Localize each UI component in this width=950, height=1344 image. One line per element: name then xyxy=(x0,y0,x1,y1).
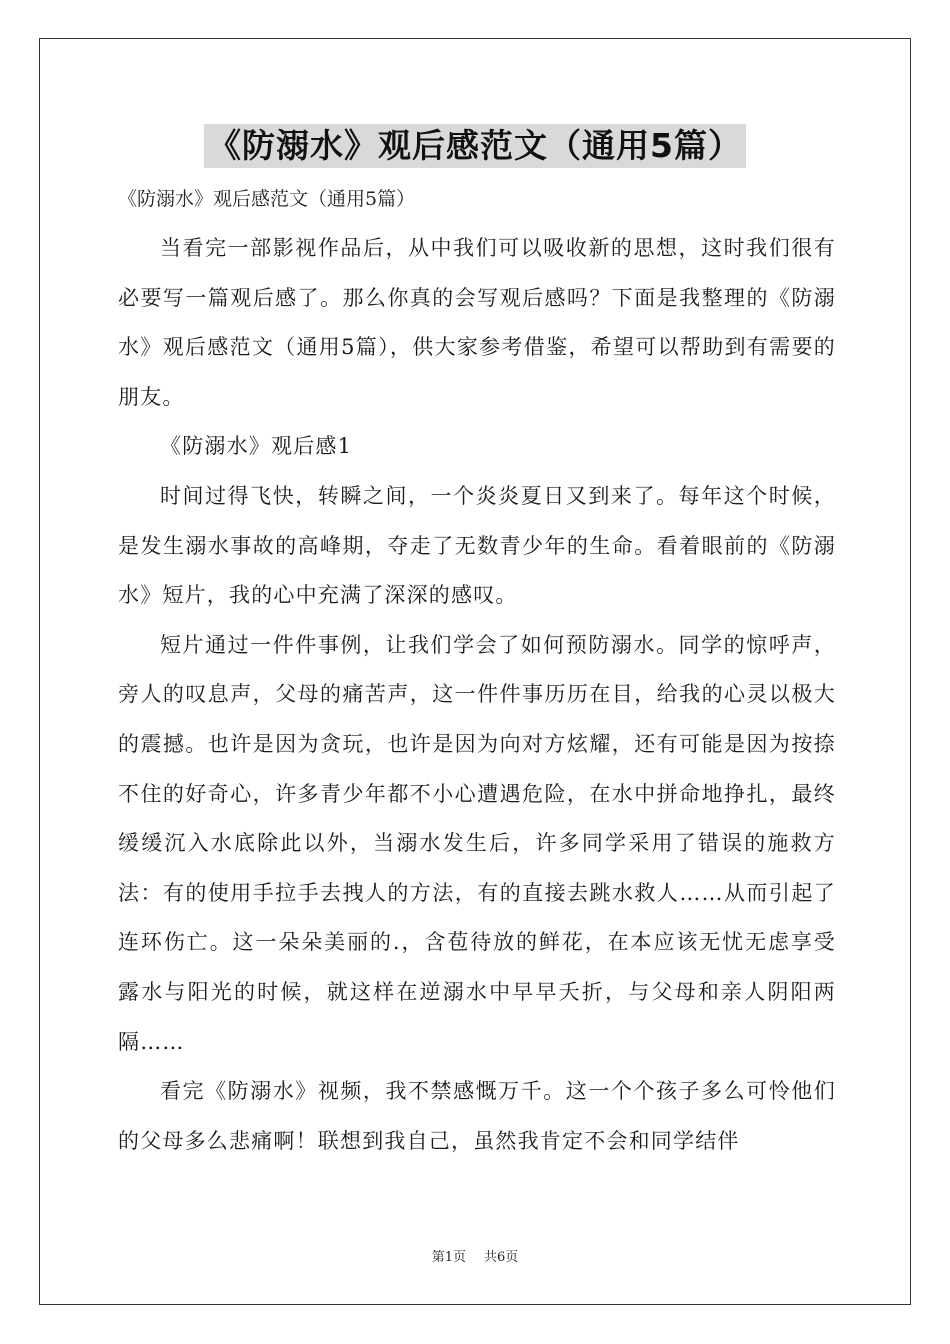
paragraph: 看完《防溺水》视频，我不禁感慨万千。这一个个孩子多么可怜他们的父母多么悲痛啊！联想到我自己，虽然我肯定不会和同学结伴 xyxy=(118,1079,836,1153)
section-heading: 《防溺水》观后感1 xyxy=(160,434,353,459)
paragraph: 时间过得飞快，转瞬之间，一个炎炎夏日又到来了。每年这个时候，是发生溺水事故的高峰期，夺走了无数青少年的生命。看着眼前的《防溺水》短片，我的心中充满了深深的感叹。 xyxy=(118,483,836,608)
document-title: 《防溺水》观后感范文（通用5篇） xyxy=(204,124,746,168)
paragraph-intro: 当看完一部影视作品后，从中我们可以吸收新的思想，这时我们很有必要写一篇观后感了。那么你真的会写观后感吗？下面是我整理的《防溺水》观后感范文（通用5篇），供大家参考借鉴，希望可以帮助到有需要的朋友。 xyxy=(118,236,836,409)
document-subtitle: 《防溺水》观后感范文（通用5篇） xyxy=(118,188,416,210)
paragraph: 短片通过一件件事例，让我们学会了如何预防溺水。同学的惊呼声，旁人的叹息声，父母的痛苦声，这一件件事历历在目，给我的心灵以极大的震撼。也许是因为贪玩，也许是因为向对方炫耀，还有可能是因为按捺不住的好奇心，许多青少年都不小心遭遇危险，在水中拼命地挣扎，最终缓缓沉入水底除此以外，当溺水发生后，许多同学采用了错误的施救方法：有的使用手拉手去拽人的方法，有的直接去跳水救人……从而引起了连环伤亡。这一朵朵美丽的.，含苞待放的鲜花，在本应该无忧无虑享受露水与阳光的时候，就这样在逆溺水中早早夭折，与父母和亲人阴阳两隔…… xyxy=(118,632,836,1054)
title-container xyxy=(0,124,950,168)
page-total: 共6页 xyxy=(484,1250,519,1265)
page-footer xyxy=(0,1246,950,1265)
page-number: 第1页 xyxy=(431,1250,466,1265)
document-body xyxy=(118,224,836,1166)
